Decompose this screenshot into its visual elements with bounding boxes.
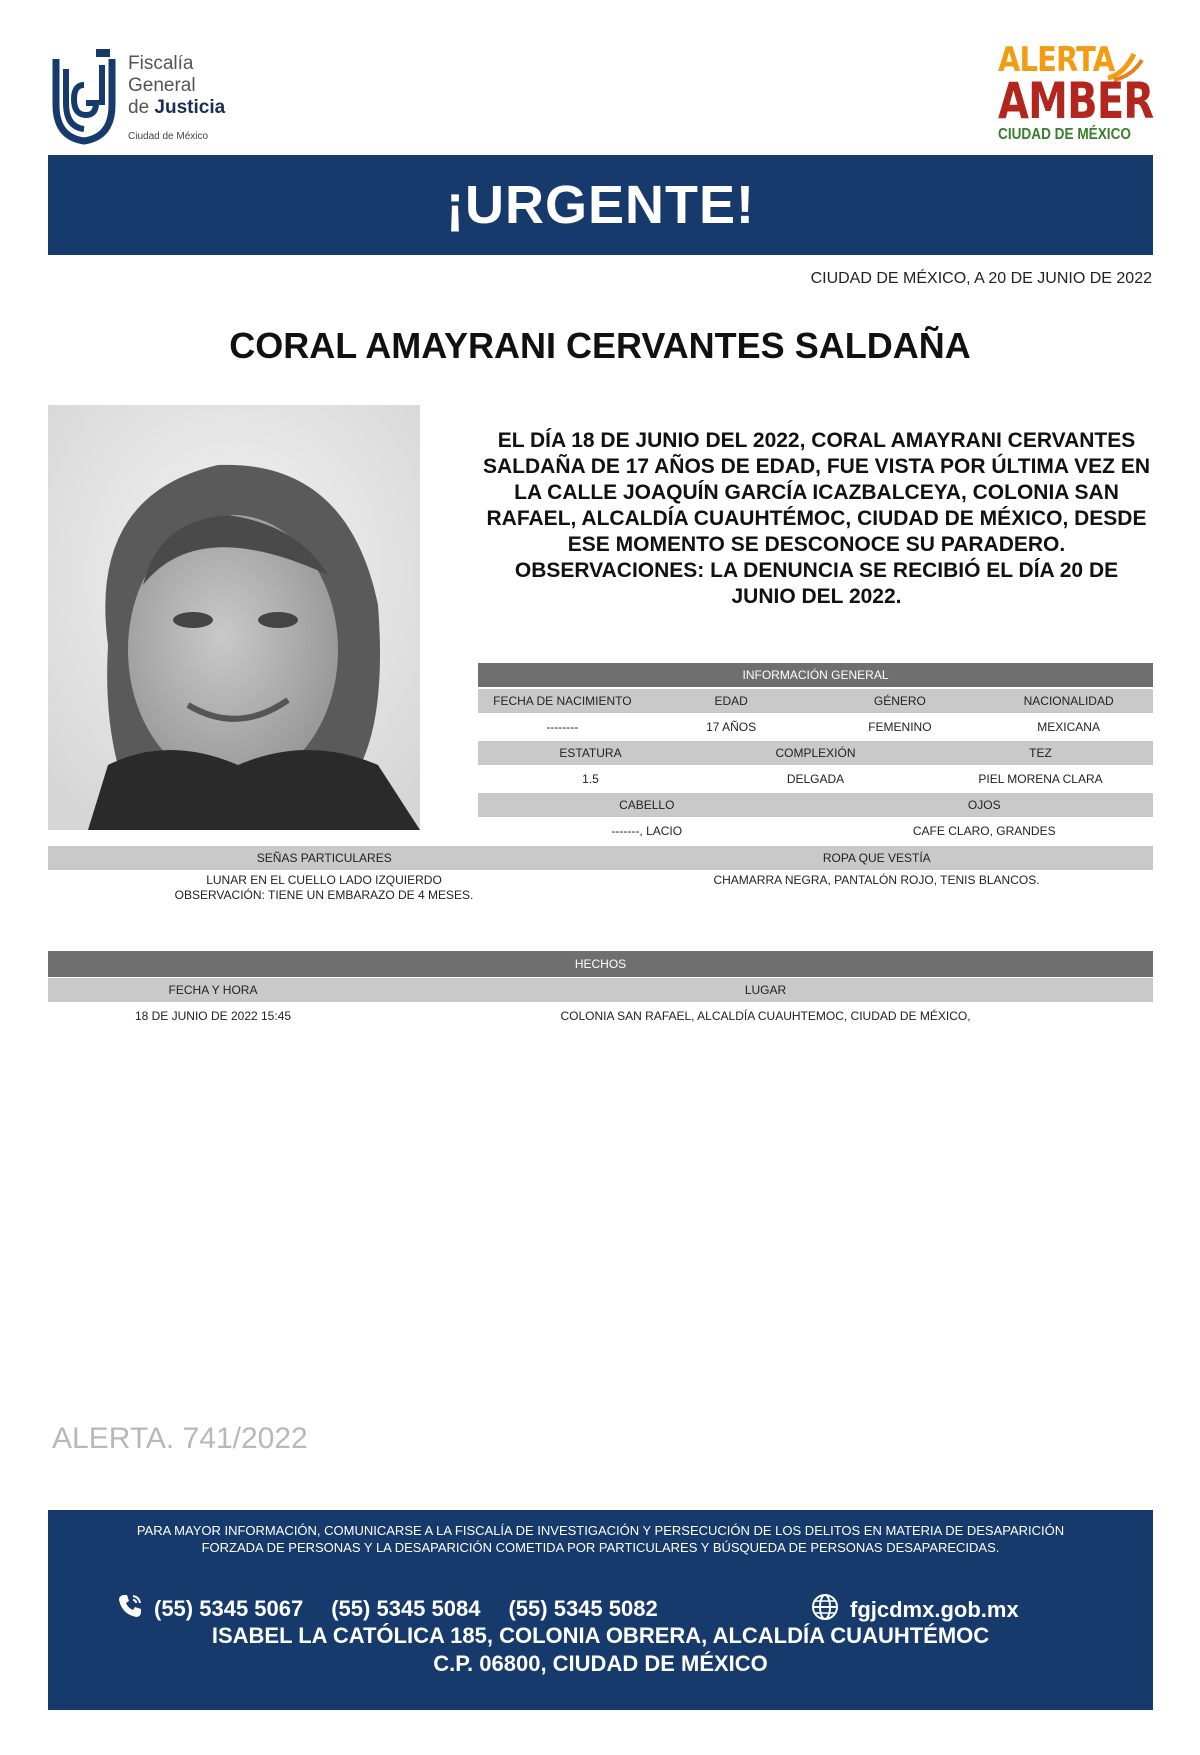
general-info-row3-values bbox=[478, 819, 1153, 843]
header-clothing: ROPA QUE VESTÍA bbox=[822, 851, 931, 865]
website-link[interactable]: fgjcdmx.gob.mx bbox=[850, 1597, 1019, 1622]
value-datetime: 18 DE JUNIO DE 2022 15:45 bbox=[134, 1009, 292, 1023]
general-info-title bbox=[478, 663, 1153, 687]
general-info-row3-headers bbox=[478, 793, 1153, 817]
header-datetime: FECHA Y HORA bbox=[168, 983, 258, 997]
value-age: 17 AÑOS bbox=[706, 720, 757, 734]
agency-city: Ciudad de México bbox=[128, 131, 209, 142]
agency-name: Fiscalía General de Justicia bbox=[128, 53, 226, 118]
amber-logo-city: CIUDAD DE MÉXICO bbox=[998, 126, 1131, 143]
fgj-logo bbox=[48, 45, 233, 145]
disappearance-narrative: EL DÍA 18 DE JUNIO DEL 2022, CORAL AMAYRANI CERVANTES SALDAÑA DE 17 AÑOS DE EDAD, FUE VISTA POR ÚLTIMA VEZ EN LA CALLE JOAQUÍN GARCÍA ICAZBALCEYA, COLONIA SAN RAFAEL, ALCALDÍA CUAUHTÉMOC, CIUDAD DE MÉXICO, DESDE ESE MOMENTO SE DESCONOCE SU PARADERO. OBSERVACIONES: LA DENUNCIA SE RECIBIÓ EL DÍA 20 DE JUNIO DEL 2022. bbox=[483, 429, 1150, 608]
header-birthdate: FECHA DE NACIMIENTO bbox=[493, 694, 632, 708]
issue-date: CIUDAD DE MÉXICO, A 20 DE JUNIO DE 2022 bbox=[810, 270, 1152, 287]
contact-note-line-2: FORZADA DE PERSONAS Y LA DESAPARICIÓN COMETIDA POR PARTICULARES Y BÚSQUEDA DE PERSONAS DESAPARECIDAS. bbox=[201, 1540, 1000, 1555]
phone-number-1[interactable]: (55) 5345 5067 bbox=[154, 1596, 304, 1621]
header-distinguishing-marks: SEÑAS PARTICULARES bbox=[256, 851, 392, 865]
header-nationality: NACIONALIDAD bbox=[1023, 694, 1114, 708]
address-line-2: C.P. 06800, CIUDAD DE MÉXICO bbox=[433, 1651, 768, 1676]
value-birthdate: -------- bbox=[546, 720, 579, 734]
general-info-row2-headers bbox=[478, 741, 1153, 765]
marks-line-1: LUNAR EN EL CUELLO LADO IZQUIERDO bbox=[206, 873, 442, 887]
facts-title-text: HECHOS bbox=[574, 957, 627, 971]
facts-title bbox=[48, 951, 1153, 977]
general-info-row1-values bbox=[478, 715, 1153, 739]
distinguishing-marks bbox=[48, 873, 600, 903]
value-eyes: CAFE CLARO, GRANDES bbox=[912, 824, 1056, 838]
facts-headers bbox=[48, 978, 1153, 1002]
alert-number: ALERTA. 741/2022 bbox=[52, 1422, 308, 1455]
amber-logo-amber: AMBER bbox=[998, 72, 1154, 130]
urgent-banner bbox=[48, 155, 1153, 255]
phone-icon bbox=[116, 1592, 144, 1626]
urgent-title: ¡URGENTE! bbox=[446, 175, 755, 235]
value-complexion: PIEL MORENA CLARA bbox=[978, 772, 1103, 786]
header-age: EDAD bbox=[714, 694, 748, 708]
contact-note-line-1: PARA MAYOR INFORMACIÓN, COMUNICARSE A LA FISCALÍA DE INVESTIGACIÓN Y PERSECUCIÓN DE LOS DELITOS EN MATERIA DE DESAPARICIÓN bbox=[136, 1523, 1065, 1538]
value-nationality: MEXICANA bbox=[1037, 720, 1100, 734]
header-hair: CABELLO bbox=[619, 798, 675, 812]
header-gender: GÉNERO bbox=[873, 694, 926, 708]
marks-line-2: OBSERVACIÓN: TIENE UN EMBARAZO DE 4 MESES. bbox=[174, 888, 474, 902]
header-height: ESTATURA bbox=[559, 746, 622, 760]
value-place: COLONIA SAN RAFAEL, ALCALDÍA CUAUHTEMOC, CIUDAD DE MÉXICO, bbox=[560, 1009, 971, 1023]
value-gender: FEMENINO bbox=[868, 720, 932, 734]
alerta-amber-logo bbox=[992, 40, 1152, 150]
header-complexion: TEZ bbox=[1029, 746, 1052, 760]
value-hair: -------, LACIO bbox=[611, 824, 683, 838]
features-headers bbox=[48, 846, 1153, 870]
value-height: 1.5 bbox=[582, 772, 599, 786]
office-address bbox=[48, 1622, 1153, 1678]
address-line-1: ISABEL LA CATÓLICA 185, COLONIA OBRERA, ALCALDÍA CUAUHTÉMOC bbox=[211, 1623, 990, 1648]
facts-values bbox=[48, 1004, 1153, 1028]
amber-logo-alerta: ALERTA bbox=[998, 40, 1115, 80]
phone-number-2[interactable]: (55) 5345 5084 bbox=[331, 1596, 481, 1621]
fgj-emblem-icon bbox=[48, 45, 120, 145]
missing-person-name: CORAL AMAYRANI CERVANTES SALDAÑA bbox=[229, 325, 971, 366]
portrait-image bbox=[48, 405, 420, 830]
contact-footer bbox=[48, 1510, 1153, 1710]
missing-person-photo bbox=[48, 405, 420, 830]
header-place: LUGAR bbox=[744, 983, 787, 997]
phone-number-3[interactable]: (55) 5345 5082 bbox=[508, 1596, 658, 1621]
clothing-description: CHAMARRA NEGRA, PANTALÓN ROJO, TENIS BLANCOS. bbox=[713, 873, 1040, 887]
header-build: COMPLEXIÓN bbox=[775, 746, 856, 760]
contact-note bbox=[68, 1522, 1133, 1556]
general-info-title-text: INFORMACIÓN GENERAL bbox=[742, 668, 889, 682]
general-info-row2-values bbox=[478, 767, 1153, 791]
header-eyes: OJOS bbox=[967, 798, 1001, 812]
general-info-row1-headers bbox=[478, 689, 1153, 713]
phone-list bbox=[116, 1592, 686, 1626]
value-build: DELGADA bbox=[786, 772, 845, 786]
